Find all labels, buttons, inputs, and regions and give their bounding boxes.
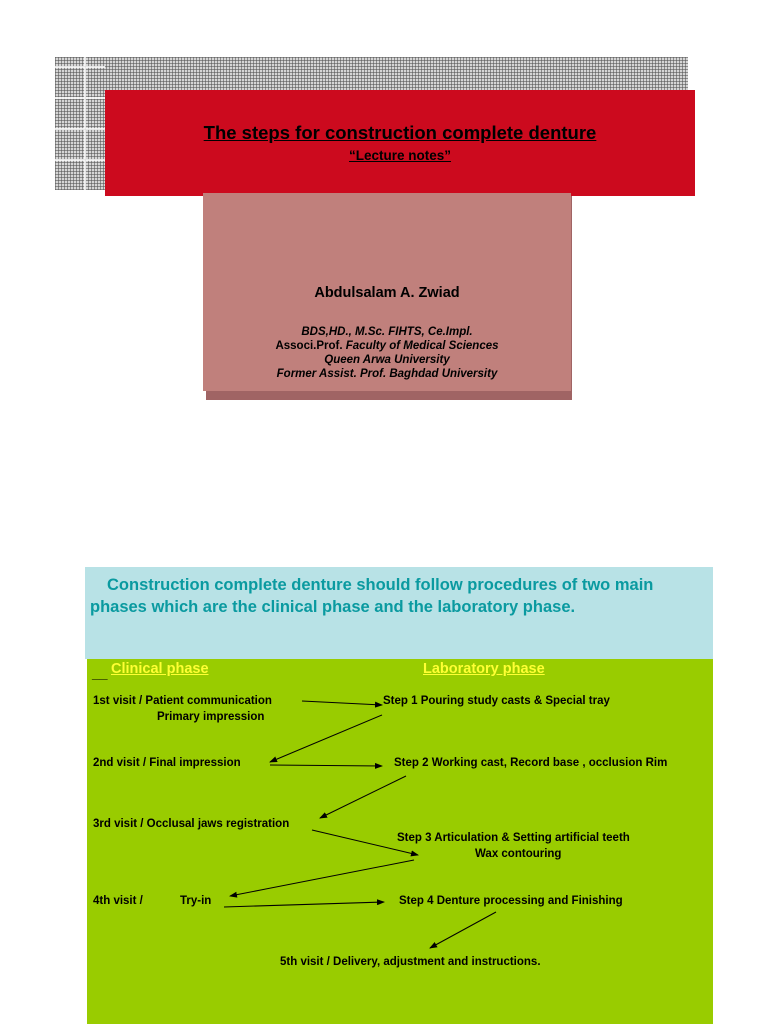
lab-step-3-detail: Wax contouring	[475, 848, 562, 860]
arrow-step1-to-visit2	[270, 715, 382, 762]
clinical-phase-header: Clinical phase	[111, 661, 209, 677]
visit-5: 5th visit / Delivery, adjustment and instructions.	[280, 956, 541, 968]
arrow-visit4-to-step4	[224, 902, 384, 907]
lab-step-1: Step 1 Pouring study casts & Special tray	[383, 695, 610, 707]
author-degrees: BDS,HD., M.Sc. FIHTS, Ce.Impl.	[301, 326, 473, 338]
lab-step-2: Step 2 Working cast, Record base , occlusion Rim	[394, 757, 668, 769]
author-name: Abdulsalam A. Zwiad	[314, 285, 460, 301]
visit-3: 3rd visit / Occlusal jaws registration	[93, 818, 290, 830]
visit-1: 1st visit / Patient communication	[93, 695, 272, 707]
lab-step-3: Step 3 Articulation & Setting artificial teeth	[397, 832, 630, 844]
lab-step-4: Step 4 Denture processing and Finishing	[399, 895, 623, 907]
visit-4-label: 4th visit /	[93, 895, 143, 907]
arrow-visit3-to-step3	[312, 830, 418, 855]
visit-4-action: Try-in	[180, 895, 212, 907]
author-former-position: Former Assist. Prof. Baghdad University	[276, 368, 498, 380]
clinical-header-marker: __	[92, 665, 108, 681]
arrow-visit2-to-step2	[270, 765, 382, 766]
visit-2: 2nd visit / Final impression	[93, 757, 241, 769]
arrow-visit1-to-step1	[302, 701, 382, 705]
document-title: The steps for construction complete denture	[203, 122, 597, 143]
arrow-step2-to-visit3	[320, 776, 406, 818]
author-university: Queen Arwa University	[324, 354, 450, 366]
arrow-step4-to-visit5	[430, 912, 496, 948]
intro-text: Construction complete denture should follow procedures of two main phases which are the clinical phase and the laboratory phase.	[90, 576, 654, 616]
document-subtitle: “Lecture notes”	[348, 148, 452, 163]
author-position: Associ.Prof. Faculty of Medical Sciences	[275, 340, 499, 352]
arrow-step3-to-visit4	[230, 860, 414, 896]
laboratory-phase-header: Laboratory phase	[423, 661, 545, 677]
visit-1-detail: Primary impression	[157, 711, 265, 723]
